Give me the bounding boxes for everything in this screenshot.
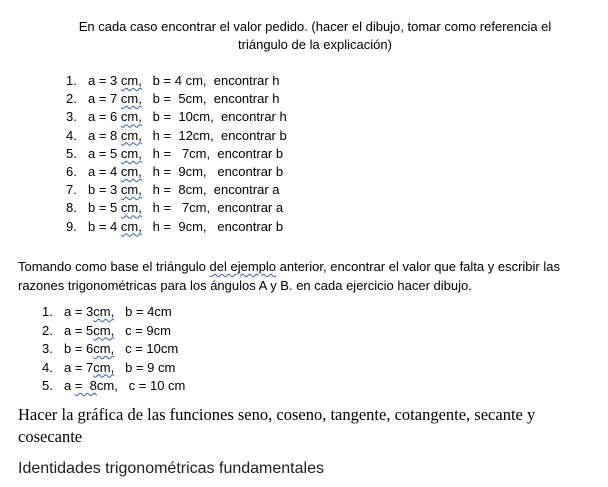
list-item: 8. b = 5 cm, h = 7cm, encontrar a: [66, 200, 284, 216]
list-item: 1. a = 3cm, b = 4cm: [42, 304, 172, 319]
exercise-list-1: [66, 72, 287, 236]
list-item: 4. a = 7cm, b = 9 cm: [42, 359, 176, 375]
list-item: 4. a = 8 cm, h = 12cm, encontrar b: [66, 127, 287, 143]
list-item: 6. a = 4 cm, h = 9cm, encontrar b: [66, 163, 284, 179]
graph-functions-heading: Hacer la gráfica de las funciones seno, coseno, tangente, cotangente, secante y cosecante: [18, 405, 536, 446]
instructions-intro: En cada caso encontrar el valor pedido. (hacer el dibujo, tomar como referencia el triángulo de la explicación): [78, 19, 552, 52]
list-item: 3. b = 6cm, c = 10cm: [42, 341, 179, 356]
list-item: 2. a = 7 cm, b = 5cm, encontrar h: [66, 91, 280, 107]
exercise-list-2: [42, 303, 185, 396]
list-item: 5. a = 8cm, c = 10 cm: [42, 378, 186, 393]
instructions-paragraph: Tomando como base el triángulo del ejemplo anterior, encontrar el valor que falta y escribir las razones trigonométricas para los ángulos A y B. en cada ejercicio hacer dibujo.: [18, 259, 560, 293]
list-item: 1. a = 3 cm, b = 4 cm, encontrar h: [66, 73, 280, 88]
list-item: 2. a = 5cm, c = 9cm: [42, 322, 171, 338]
list-item: 7. b = 3 cm, h = 8cm, encontrar a: [66, 182, 280, 198]
list-item: 5. a = 5 cm, h = 7cm, encontrar b: [66, 145, 284, 161]
list-item: 3. a = 6 cm, b = 10cm, encontrar h: [66, 109, 287, 125]
identities-heading: Identidades trigonométricas fundamentales: [18, 460, 324, 477]
list-item: 9. b = 4 cm, h = 9cm, encontrar b: [66, 218, 284, 234]
